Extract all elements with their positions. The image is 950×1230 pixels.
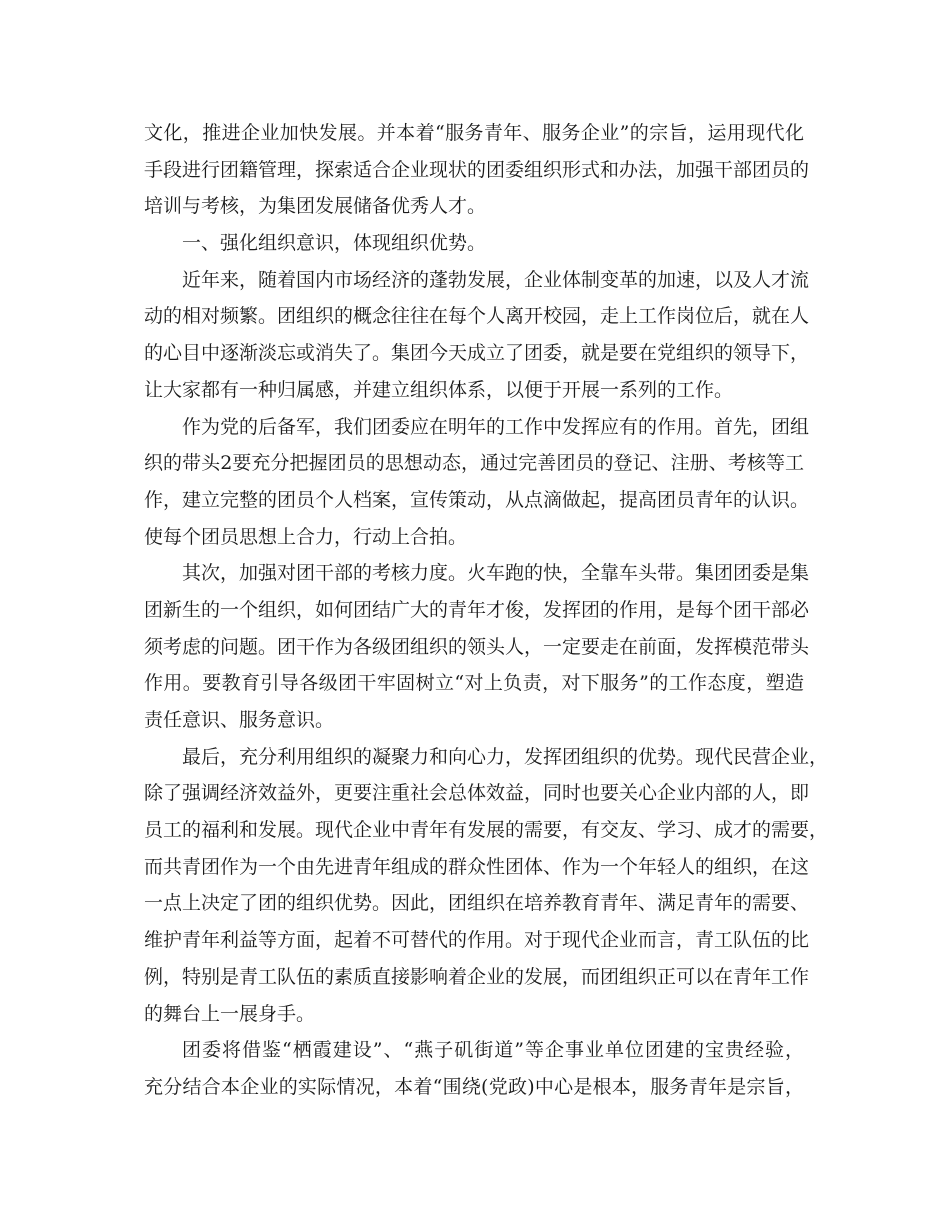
text-line: 充分结合本企业的实际情况，本着“围绕(党政)中心是根本，服务青年是宗旨， — [144, 1075, 804, 1098]
text-line: 一点上决定了团的组织优势。因此，团组织在培养教育青年、满足青年的需要、 — [144, 892, 810, 915]
text-line: 让大家都有一种归属感，并建立组织体系，以便于开展一系列的工作。 — [144, 378, 734, 401]
text-line: 团新生的一个组织，如何团结广大的青年才俊，发挥团的作用，是每个团干部必 — [144, 598, 810, 621]
document-body — [144, 115, 829, 1106]
text-line: 除了强调经济效益外，更要注重社会总体效益，同时也要关心企业内部的人，即 — [144, 782, 810, 805]
text-line: 须考虑的问题。团干作为各级团组织的领头人，一定要走在前面，发挥模范带头 — [144, 635, 810, 658]
text-line: 维护青年利益等方面，起着不可替代的作用。对于现代企业而言，青工队伍的比 — [144, 929, 810, 952]
text-line: 动的相对频繁。团组织的概念往往在每个人离开校园，走上工作岗位后，就在人 — [144, 305, 810, 328]
text-line: 责任意识、服务意识。 — [144, 709, 335, 731]
text-line: 的舞台上一展身手。 — [144, 1002, 316, 1025]
text-line: 作，建立完整的团员个人档案，宣传策动，从点滴做起，提高团员青年的认识。 — [144, 488, 810, 511]
text-line: 作为党的后备军，我们团委应在明年的工作中发挥应有的作用。首先，团组 — [182, 415, 810, 438]
text-line: 织的带头2要充分把握团员的思想动态，通过完善团员的登记、注册、考核等工 — [144, 452, 804, 475]
text-line: 手段进行团籍管理，探索适合企业现状的团委组织形式和办法，加强干部团员的 — [144, 158, 810, 181]
text-line: 近年来，随着国内市场经济的蓬勃发展，企业体制变革的加速，以及人才流 — [182, 268, 810, 291]
text-line: 其次，加强对团干部的考核力度。火车跑的快，全靠车头带。集团团委是集 — [182, 562, 810, 585]
text-line: 而共青团作为一个由先进青年组成的群众性团体、作为一个年轻人的组织，在这 — [144, 855, 810, 878]
text-line: 的心目中逐渐淡忘或消失了。集团今天成立了团委，就是要在党组织的领导下， — [144, 342, 810, 365]
text-line: 使每个团员思想上合力，行动上合拍。 — [144, 525, 468, 548]
text-line: 例，特别是青工队伍的素质直接影响着企业的发展，而团组织正可以在青年工作 — [144, 965, 810, 988]
text-line: 文化，推进企业加快发展。并本着“服务青年、服务企业”的宗旨，运用现代化 — [144, 122, 804, 144]
text-line: 作用。要教育引导各级团干牢固树立“对上负责，对下服务”的工作态度，塑造 — [144, 672, 804, 695]
text-line: 员工的福利和发展。现代企业中青年有发展的需要，有交友、学习、成才的需要， — [144, 819, 829, 842]
text-line: 最后，充分利用组织的凝聚力和向心力，发挥团组织的优势。现代民营企业， — [182, 745, 829, 768]
text-line: 团委将借鉴“栖霞建设”、“燕子矶街道”等企事业单位团建的宝贵经验， — [182, 1039, 804, 1062]
section-heading: 一、强化组织意识，体现组织优势。 — [182, 232, 487, 255]
text-line: 培训与考核，为集团发展储备优秀人才。 — [144, 195, 487, 218]
